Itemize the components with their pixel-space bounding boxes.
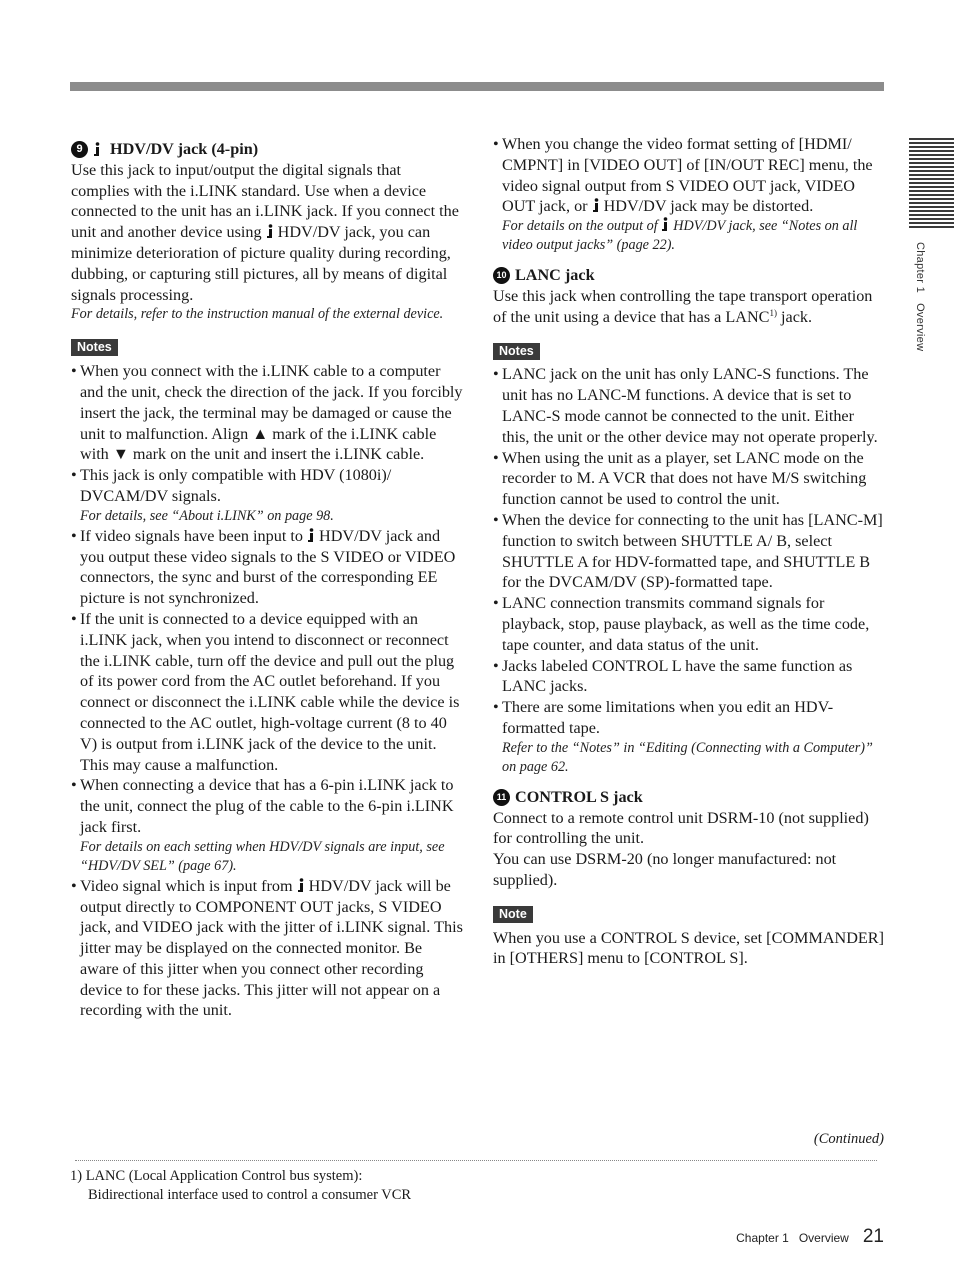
- section-9-reference: For details, refer to the instruction manual of the external device.: [71, 306, 444, 323]
- list-item: • Video signal which is input from HDV/DV jack will be output directly to COMPONENT OUT jacks, S VIDEO jack, and VIDEO jack with the jitter of i.LINK signal. This jitter may be displayed on the connected monitor. Be aware of this jitter when you connect other recording device to for these jacks. This jitter will not appear on a recording with the unit.: [71, 876, 463, 1022]
- list-item: • When the device for connecting to the unit has [LANC-M] function to switch between SHUTTLE A/ B, select SHUTTLE A for HDV-formatted tape, and SHUTTLE B for the DVCAM/DV (SP)-formatted tape.: [493, 510, 885, 593]
- list-item: • When you change the video format setting of [HDMI/ CMPNT] in [VIDEO OUT] of [IN/OUT REC] menu, the video signal output from S VIDEO OUT jack, VIDEO OUT jack, or HDV/DV jack may be distorted. For details on the output of HDV/DV jack, see “Notes on all video output jacks” (page 22).: [493, 134, 885, 255]
- section-number-badge: 11: [493, 789, 510, 806]
- section-number-badge: 10: [493, 267, 510, 284]
- list-item-reference: Refer to the “Notes” in “Editing (Connecting with a Computer)” on page 62.: [502, 739, 873, 775]
- footnote-line-2: Bidirectional interface used to control a consumer VCR: [88, 1186, 412, 1203]
- list-item: • If video signals have been input to HDV/DV jack and you output these video signals to the S VIDEO or VIDEO connectors, the sync and burst of the corresponding EE picture is not synchronized.: [71, 526, 463, 609]
- page-footer: [736, 1226, 884, 1248]
- list-item: • When you connect with the i.LINK cable to a computer and the unit, check the direction of the jack. If you forcibly insert the jack, the terminal may be damaged or cause the unit to malfunction. Align ▲ mark of the i.LINK cable with ▼ mark on the unit and insert the i.LINK cable.: [71, 361, 463, 465]
- section-10-heading: [493, 265, 885, 286]
- list-item: • When connecting a device that has a 6-pin i.LINK jack to the unit, connect the plug of the cable to the 6-pin i.LINK jack first. For details on each setting when HDV/DV signals are input, see “HDV/DV SEL” (page 67).: [71, 775, 463, 875]
- list-item: • When using the unit as a player, set LANC mode on the recorder to M. A VCR that does not have M/S switching function cannot be used to control the unit.: [493, 448, 885, 510]
- footer-chapter-label: Chapter 1 Overview: [736, 1231, 849, 1245]
- list-item-reference: For details on the output of HDV/DV jack, see “Notes on all video output jacks” (page 22).: [502, 218, 858, 254]
- page-number: 21: [862, 1226, 884, 1247]
- note-text: When you use a CONTROL S device, set [COMMANDER] in [OTHERS] menu to [CONTROL S].: [493, 928, 884, 968]
- ilink-icon: [93, 142, 102, 157]
- header-rule: [70, 82, 884, 91]
- list-item-reference: For details, see “About i.LINK” on page 98.: [80, 507, 334, 524]
- footnote-separator: [75, 1160, 877, 1161]
- section-11-body-2: You can use DSRM-20 (no longer manufactured: not supplied).: [493, 850, 837, 889]
- notes-badge: Notes: [493, 343, 540, 360]
- section-9-title: HDV/DV jack (4-pin): [110, 140, 259, 158]
- right-column: [493, 134, 885, 969]
- section-11-body-1: Connect to a remote control unit DSRM-10 (not supplied) for controlling the unit.: [493, 808, 869, 848]
- note-badge: Note: [493, 906, 533, 923]
- side-chapter-label: Chapter 1 Overview: [914, 242, 926, 352]
- right-continued-list: [493, 134, 885, 255]
- section-9-heading: [71, 139, 463, 160]
- chapter-tab-marker: [909, 138, 954, 230]
- ilink-icon: [297, 878, 306, 893]
- footnote-line-1: 1) LANC (Local Application Control bus system):: [70, 1168, 363, 1184]
- notes-badge: Notes: [71, 339, 118, 356]
- left-column: [71, 139, 463, 1021]
- ilink-icon: [592, 198, 601, 213]
- list-item: • LANC connection transmits command signals for playback, stop, pause playback, as well as the time code, tape counter, and data status of the unit.: [493, 593, 885, 655]
- list-item: • Jacks labeled CONTROL L have the same function as LANC jacks.: [493, 656, 885, 698]
- section-11-heading: [493, 787, 885, 808]
- continued-label: (Continued): [813, 1131, 884, 1147]
- list-item: • LANC jack on the unit has only LANC-S functions. The unit has no LANC-M functions. A device that is set to LANC-S mode cannot be connected to the unit. Either this, the unit or the other device may not operate properly.: [493, 364, 885, 447]
- list-item: • There are some limitations when you edit an HDV-formatted tape. Refer to the “Notes” in “Editing (Connecting with a Computer)” on page 62.: [493, 697, 885, 777]
- section-11-title: CONTROL S jack: [515, 787, 643, 806]
- section-10-body: Use this jack when controlling the tape transport operation of the unit using a device that has a LANC$^{1)}$ jack.: [493, 286, 873, 326]
- list-item: • This jack is only compatible with HDV (1080i)/ DVCAM/DV signals. For details, see “About i.LINK” on page 98.: [71, 465, 463, 526]
- section-number-badge: 9: [71, 141, 88, 158]
- list-item-reference: For details on each setting when HDV/DV signals are input, see “HDV/DV SEL” (page 67).: [80, 838, 445, 874]
- ilink-icon: [266, 224, 275, 239]
- section-10-title: LANC jack: [515, 266, 595, 285]
- ilink-icon: [307, 528, 316, 543]
- ilink-icon: [661, 217, 670, 232]
- left-notes-list: [71, 361, 463, 1021]
- section-9-body: Use this jack to input/output the digital signals that complies with the i.LINK standard. Use when a device connected to the unit has an i.LINK jack. If you connect the unit and another device using HDV/DV jack, you can minimize deterioration of picture quality during recording, dubbing, or capturing still pictures, all by means of digital signals processing.: [71, 160, 459, 304]
- footnote: [70, 1167, 411, 1204]
- list-item: • If the unit is connected to a device equipped with an i.LINK jack, when you intend to disconnect or reconnect the i.LINK cable, turn off the device and pull out the plug of its power cord from the AC outlet beforehand. If you connect or disconnect the i.LINK cable while the device is connected to the AC outlet, high-voltage current (8 to 40 V) is output from i.LINK jack of the device to the unit. This may cause a malfunction.: [71, 609, 463, 775]
- right-notes-list: [493, 364, 885, 776]
